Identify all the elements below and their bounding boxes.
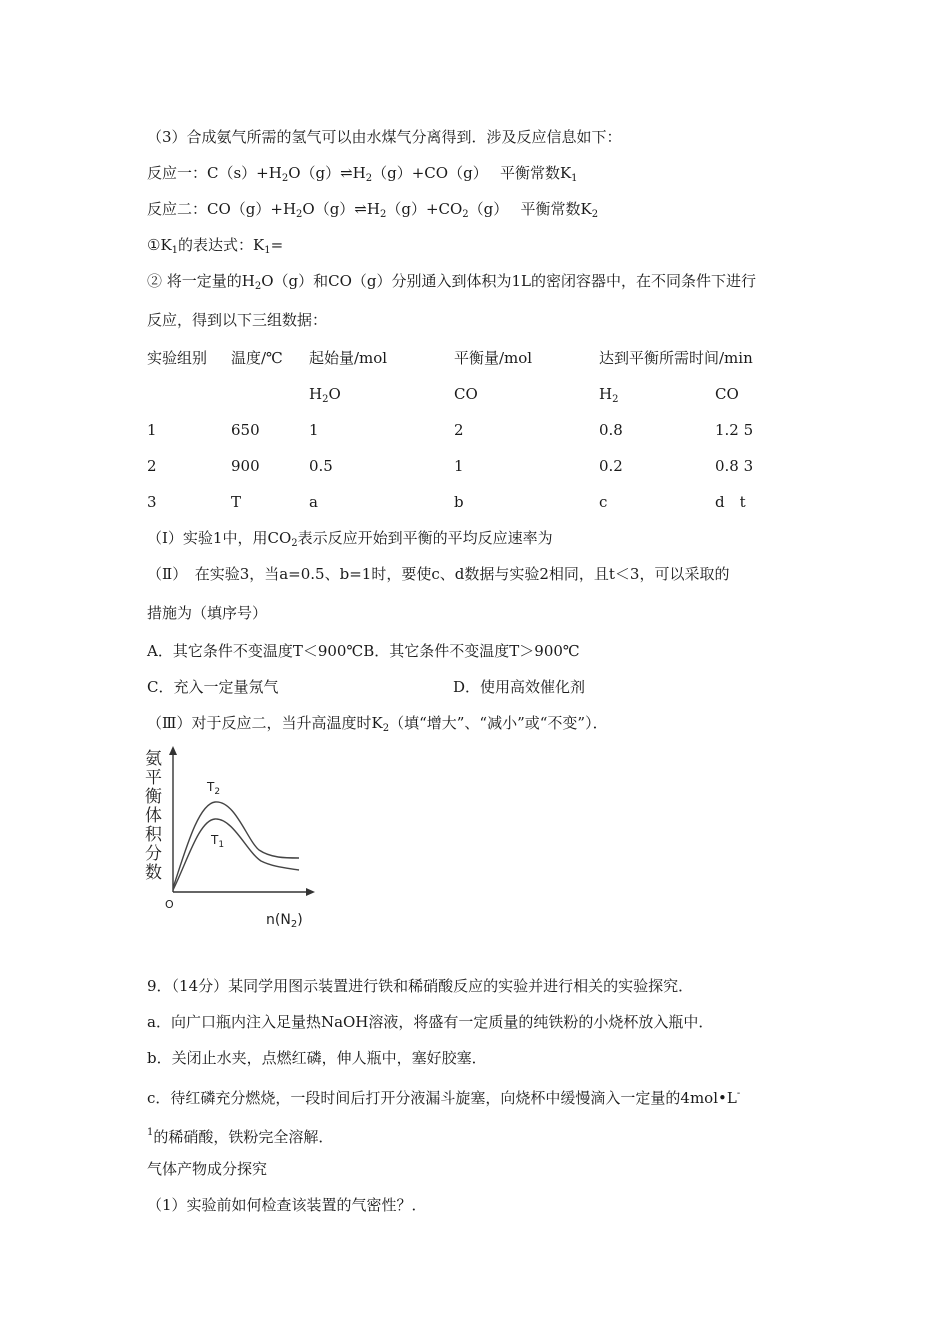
ammonia-fraction-graph [143,742,323,932]
question-9-1: （1）实验前如何检查该装置的气密性？． [147,1196,427,1214]
step-c: c．待红磷充分燃烧，一段时间后打开分液漏斗旋塞，向烧杯中缓慢滴入一定量的4mol•L- [147,1088,741,1107]
step-b: b．关闭止水夹，点燃红磷，伸人瓶中，塞好胶塞． [147,1049,487,1067]
curve-t1-label: $T_1$ [211,833,225,850]
table-subheader: $H_2$ [599,385,619,405]
table-cell: 1 [309,421,319,439]
table-subheader: CO [715,385,739,403]
option-c: C．充入一定量氖气 [147,678,279,696]
step-a: a．向广口瓶内注入足量热NaOH溶液，将盛有一定质量的纯铁粉的小烧杯放入瓶中． [147,1013,714,1031]
table-cell: T [231,493,242,511]
question-iii: （Ⅲ）对于反应二，当升高温度时$K_2$（填“增大”、“减小”或“不变”）． [147,714,608,734]
table-cell: 2 [147,457,157,475]
curve-t2-label: $T_2$ [207,780,221,797]
y-axis-label-char: 分 [145,844,162,864]
question-9: 9．（14分）某同学用图示装置进行铁和稀硝酸反应的实验并进行相关的实验探究． [147,977,694,995]
table-cell: 0.5 [309,457,333,475]
intro-text: （3）合成氨气所需的氢气可以由水煤气分离得到．涉及反应信息如下： [147,128,622,146]
table-cell: 0.8 [599,421,623,439]
table-header: 温度/℃ [231,349,283,367]
table-cell: d t [715,493,746,511]
table-header: 起始量/mol [309,349,388,367]
table-cell: a [309,493,318,511]
y-axis-arrow [169,746,177,755]
y-axis-label-char: 氨 [145,749,162,769]
table-subheader: $H_2O$ [309,385,341,405]
y-axis-label-char: 衡 [145,787,162,807]
table-cell: 0.8 3 [715,457,754,475]
question-experiment-intro: ② 将一定量的$H_2O(g)$和CO（g）分别通入到体积为1L的密闭容器中，在不同条件下进行 [147,272,757,292]
question-experiment-intro-cont: 反应，得到以下三组数据： [147,311,328,329]
table-cell: b [454,493,464,511]
table-cell: 0.2 [599,457,623,475]
curve-t2 [173,802,299,888]
origin-label: O [165,898,174,911]
table-cell: 1 [454,457,464,475]
option-d: D．使用高效催化剂 [453,678,586,696]
question-i: （Ⅰ）实验1中，用$CO_2$表示反应开始到平衡的平均反应速率为 [147,529,553,549]
table-header: 实验组别 [147,349,208,367]
table-cell: 1 [147,421,157,439]
option-a-b: A．其它条件不变温度T＜900℃B．其它条件不变温度T＞900℃ [147,642,580,660]
step-c-cont: $^1$的稀硝酸，铁粉完全溶解． [147,1127,334,1146]
table-cell: 1.2 5 [715,421,754,439]
table-cell: 900 [231,457,260,475]
x-axis-arrow [306,888,315,896]
curve-t1 [173,819,299,890]
table-subheader: CO [454,385,478,403]
x-axis-label: $n(N_2)$ [266,912,303,930]
table-header: 平衡量/mol [454,349,533,367]
table-cell: c [599,493,608,511]
question-ii: （Ⅱ） 在实验3，当a=0.5、b=1时，要使c、d数据与实验2相同，且t＜3，可以采取的 [147,565,730,583]
table-cell: 3 [147,493,157,511]
y-axis-label-char: 积 [145,825,162,845]
question-ii-cont: 措施为（填序号） [147,604,268,622]
y-axis-label-char: 平 [145,768,162,788]
table-cell: 650 [231,421,260,439]
section-title: 气体产物成分探究 [147,1160,268,1178]
table-cell: 2 [454,421,464,439]
y-axis-label-char: 数 [145,863,162,883]
question-k1-expression: $①K_1$的表达式：$K_1=$ [147,236,284,256]
table-header: 达到平衡所需时间/min [599,349,753,367]
y-axis-label [145,749,163,883]
reaction-two: 反应二：$CO(g)+H_2O(g)\rightleftharpoons H_2(g)+CO_2(g)$ 平衡常数$K_2$ [147,200,599,220]
reaction-one: 反应一：$C(s)+H_2O(g)\rightleftharpoons H_2(g)+CO(g)$ 平衡常数$K_1$ [147,164,578,184]
y-axis-label-char: 体 [145,806,162,826]
